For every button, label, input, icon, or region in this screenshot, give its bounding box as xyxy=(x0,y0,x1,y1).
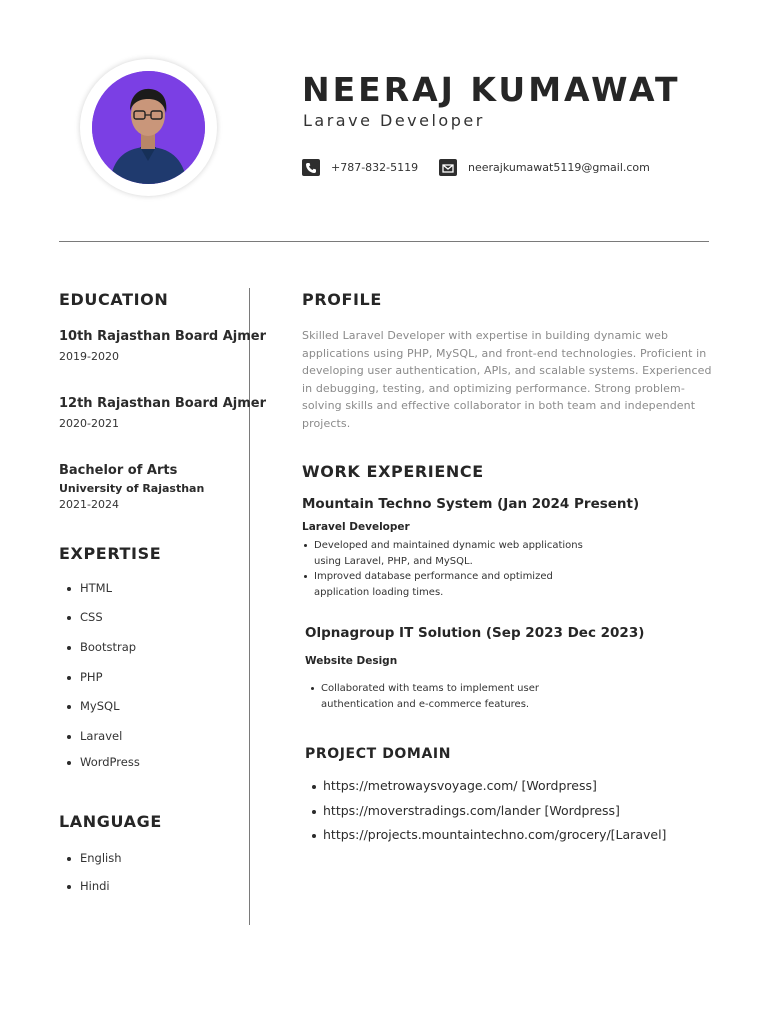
education-item-title: Bachelor of Arts xyxy=(59,463,178,478)
job-company: Mountain Techno System (Jan 2024 Present) xyxy=(302,496,640,512)
list-item: WordPress xyxy=(59,755,140,769)
education-item-institution: University of Rajasthan xyxy=(59,482,205,495)
job-role-title: Larave Developer xyxy=(303,111,485,130)
header-divider xyxy=(59,241,709,242)
job-responsibilities xyxy=(302,538,602,600)
list-item: English xyxy=(59,851,122,865)
job-position: Laravel Developer xyxy=(302,521,410,533)
list-item: MySQL xyxy=(59,699,120,713)
project-link[interactable]: https://metrowaysvoyage.com/ [Wordpress] xyxy=(311,778,597,793)
project-domain-heading: PROJECT DOMAIN xyxy=(305,746,452,762)
education-item-years: 2019-2020 xyxy=(59,350,119,363)
list-item: Laravel xyxy=(59,729,122,743)
list-item: Bootstrap xyxy=(59,640,136,654)
phone-icon xyxy=(302,159,320,176)
education-item-years: 2020-2021 xyxy=(59,417,119,430)
job-company: Olpnagroup IT Solution (Sep 2023 Dec 2023) xyxy=(305,625,645,641)
profile-heading: PROFILE xyxy=(302,290,382,309)
language-heading: LANGUAGE xyxy=(59,812,162,831)
email-address[interactable]: neerajkumawat5119@gmail.com xyxy=(468,161,650,174)
person-photo-icon xyxy=(92,71,205,184)
job-position: Website Design xyxy=(305,655,398,667)
avatar xyxy=(92,71,205,184)
contact-phone xyxy=(302,159,418,176)
list-item: CSS xyxy=(59,610,103,624)
avatar-frame xyxy=(80,59,217,196)
column-divider xyxy=(249,288,250,925)
list-item: Improved database performance and optimized application loading times. xyxy=(302,569,602,600)
mail-icon xyxy=(439,159,457,176)
work-experience-heading: WORK EXPERIENCE xyxy=(302,462,484,481)
education-item-title: 10th Rajasthan Board Ajmer xyxy=(59,329,267,344)
profile-summary: Skilled Laravel Developer with expertise in building dynamic web applications using PHP, MySQL, and front-end technologies. Proficient in developing user authentication, APIs, and scalable systems. Experienced in debugging, testing, and optimizing performance. Strong problem-solving skills and effective collaborator in both team and independent projects. xyxy=(302,329,712,430)
contact-email xyxy=(439,159,650,176)
list-item: PHP xyxy=(59,670,103,684)
education-item-years: 2021-2024 xyxy=(59,498,119,511)
list-item: Collaborated with teams to implement user authentication and e-commerce features. xyxy=(309,681,559,712)
list-item: HTML xyxy=(59,581,112,595)
expertise-heading: EXPERTISE xyxy=(59,544,162,563)
education-item-title: 12th Rajasthan Board Ajmer xyxy=(59,396,267,411)
education-heading: EDUCATION xyxy=(59,290,169,309)
list-item: Hindi xyxy=(59,879,110,893)
project-link[interactable]: https://projects.mountaintechno.com/grocery/[Laravel] xyxy=(311,827,666,842)
list-item: Developed and maintained dynamic web applications using Laravel, PHP, and MySQL. xyxy=(302,538,602,569)
project-link[interactable]: https://moverstradings.com/lander [Wordpress] xyxy=(311,803,620,818)
full-name: NEERAJ KUMAWAT xyxy=(302,70,681,109)
phone-number: +787-832-5119 xyxy=(331,161,419,174)
job-responsibilities xyxy=(309,681,559,712)
